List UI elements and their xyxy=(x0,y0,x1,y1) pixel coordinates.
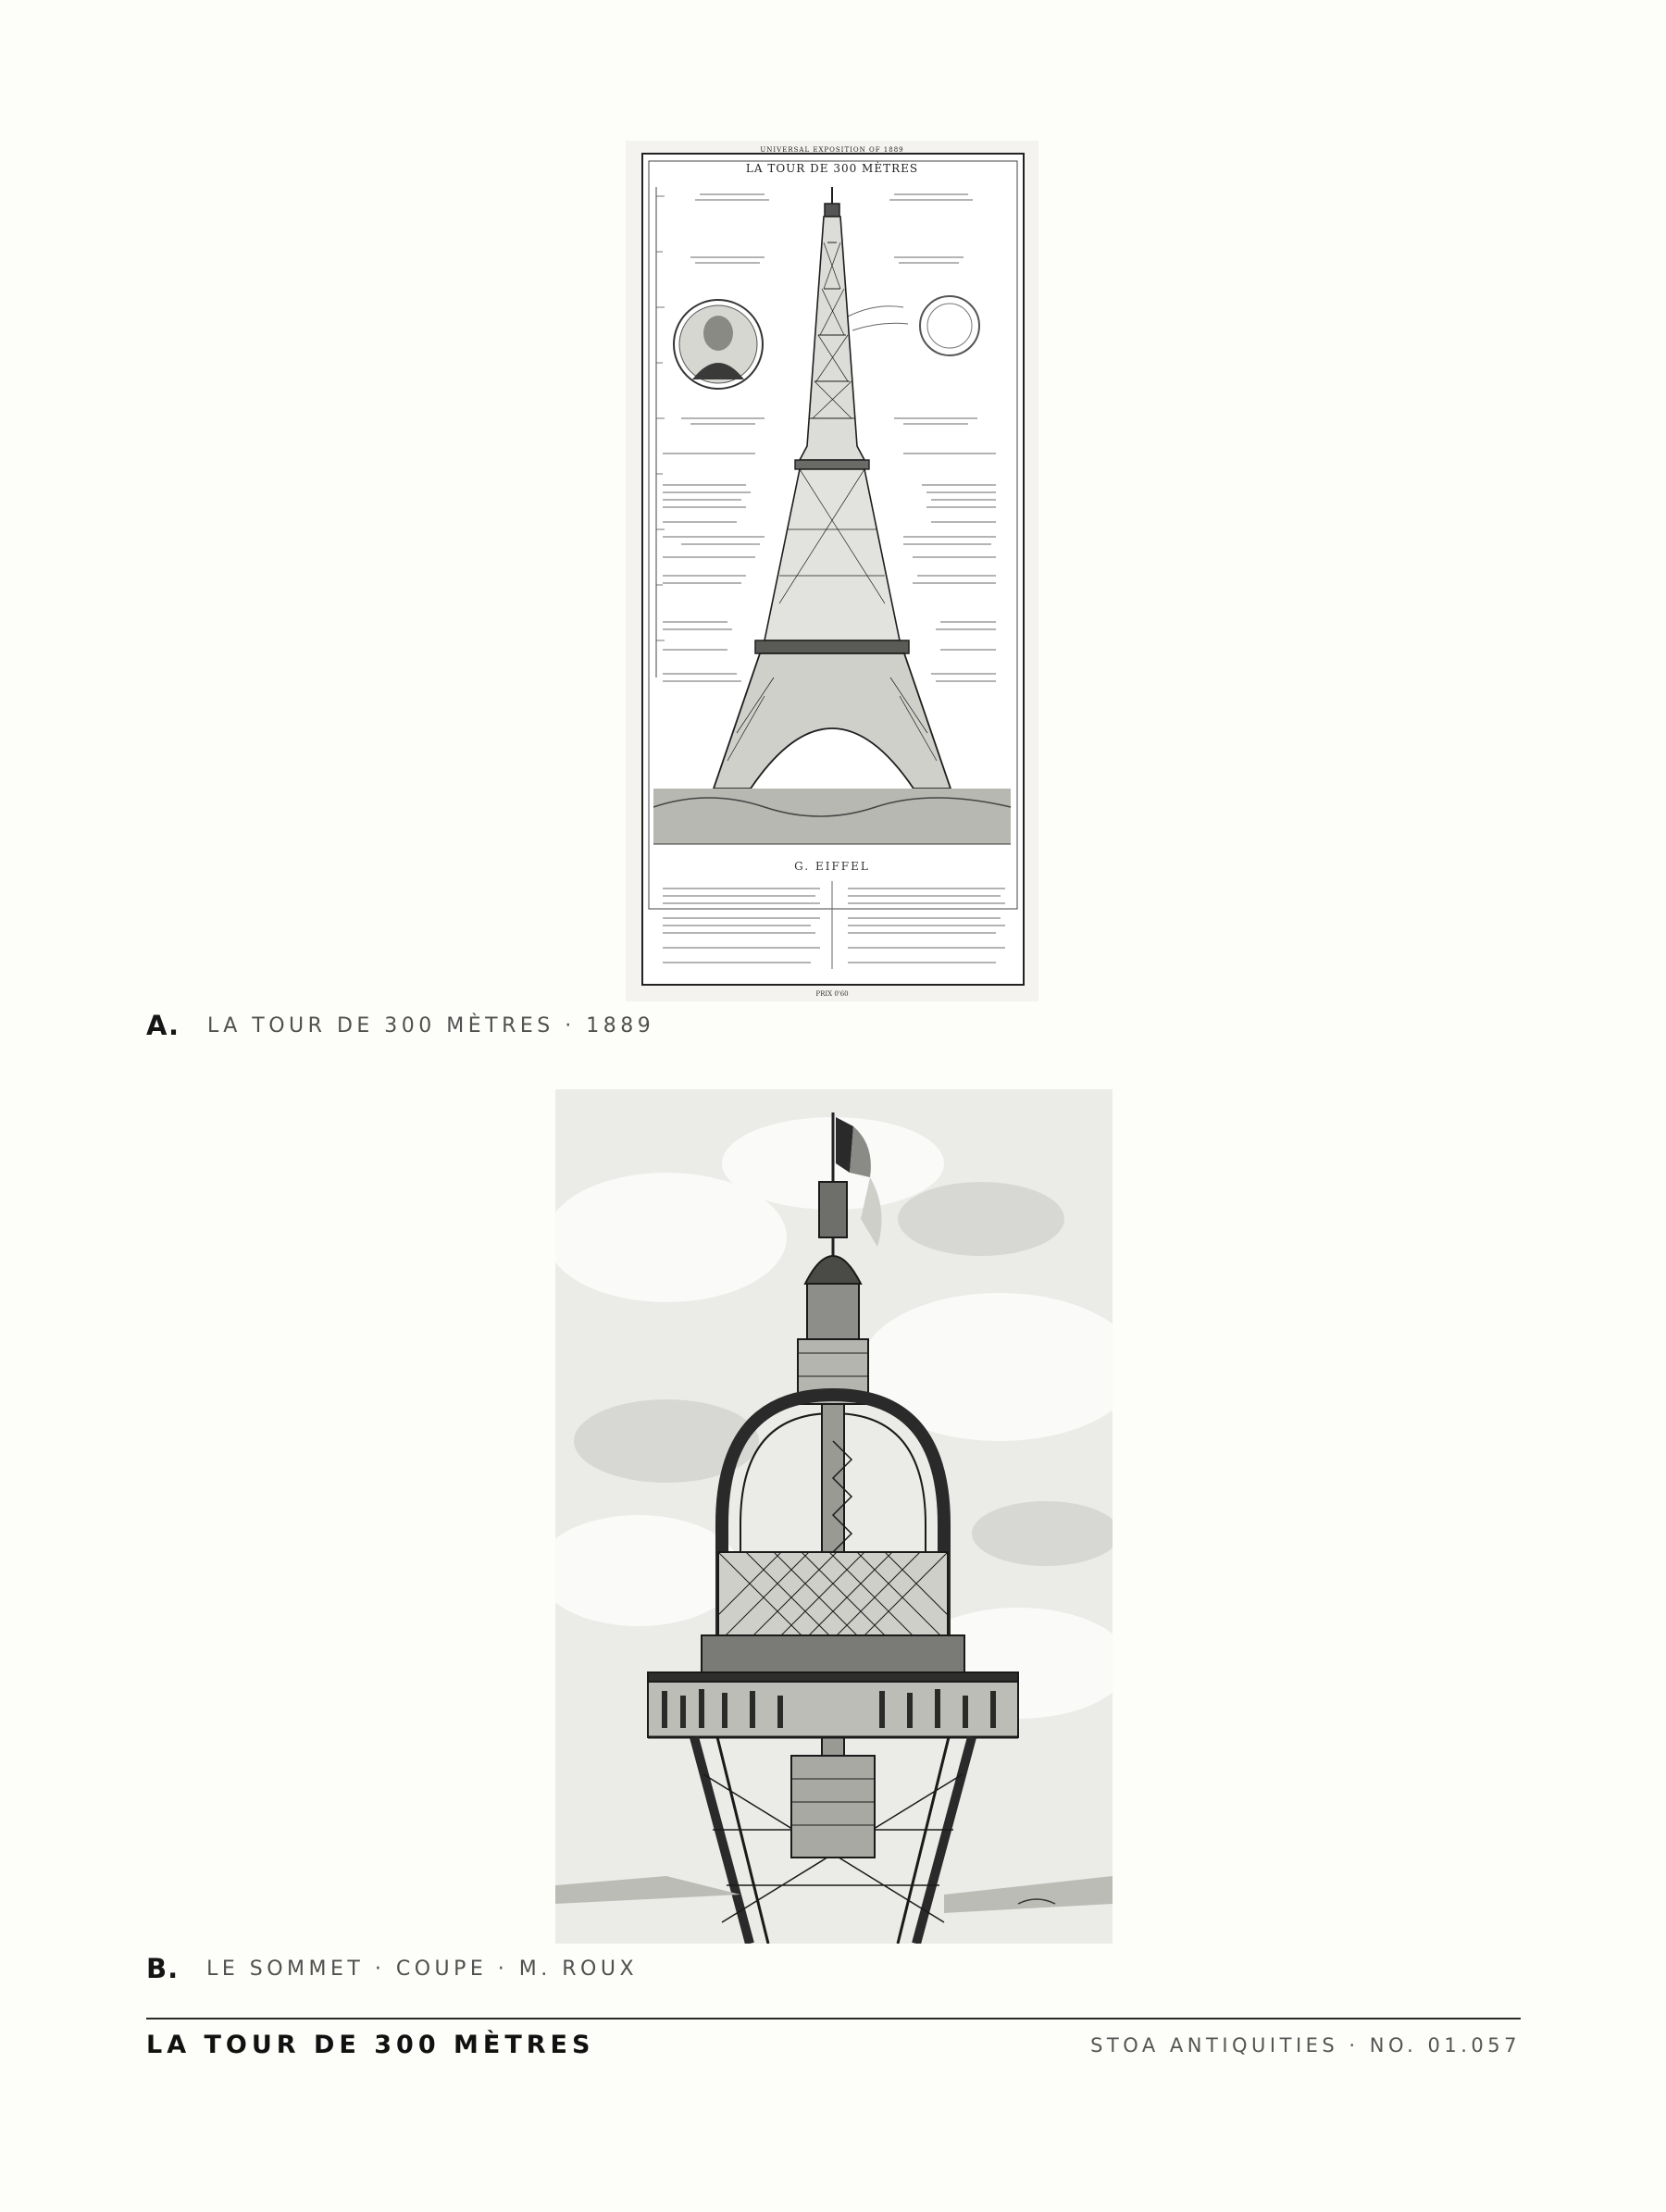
plate-a-engineer: G. EIFFEL xyxy=(794,860,870,873)
caption-b-text: LE SOMMET · COUPE · M. ROUX xyxy=(206,1957,639,1981)
footer-publisher: STOA ANTIQUITIES · NO. 01.057 xyxy=(1090,2034,1521,2057)
caption-a-letter: A. xyxy=(146,1010,180,1041)
plate-a-price: PRIX 0'60 xyxy=(815,990,849,998)
plate-a-banner: UNIVERSAL EXPOSITION OF 1889 xyxy=(760,146,904,154)
caption-b-letter: B. xyxy=(146,1953,180,1984)
caption-a-text: LA TOUR DE 300 MÈTRES · 1889 xyxy=(207,1013,655,1038)
footer-divider xyxy=(146,2018,1521,2019)
plate-a-title: LA TOUR DE 300 MÈTRES xyxy=(745,162,919,175)
footer-title: LA TOUR DE 300 MÈTRES xyxy=(146,2031,595,2059)
caption-a xyxy=(146,1007,654,1044)
plate-a-image xyxy=(626,141,1038,1001)
plate-b-image xyxy=(555,1089,1113,1944)
caption-b xyxy=(146,1950,638,1987)
